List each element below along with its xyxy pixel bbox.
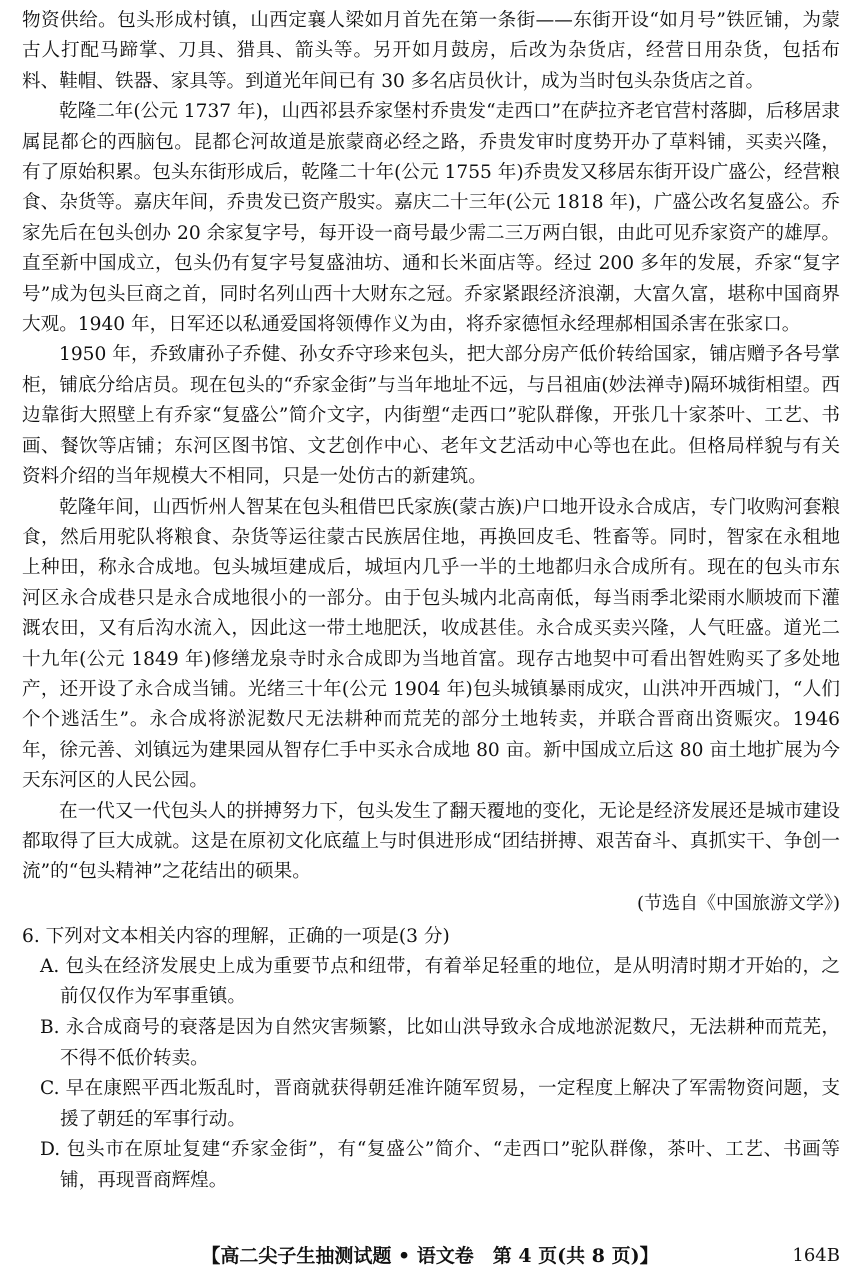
footer-code: 164B — [792, 1245, 840, 1266]
option-d: D. 包头市在原址复建“乔家金街”，有“复盛公”简介、“走西口”驼队群像，茶叶、工艺、书画等铺，再现晋商辉煌。 — [40, 1139, 840, 1191]
page-content — [22, 6, 840, 1197]
passage-paragraph: 乾隆年间，山西忻州人智某在包头租借巴氏家族(蒙古族)户口地开设永合成店，专门收购河套粮食，然后用驼队将粮食、杂货等运往蒙古民族居住地，再换回皮毛、牲畜等。同时，智家在永租地上种田，称永合成地。包头城垣建成后，城垣内几乎一半的土地都归永合成所有。现在的包头市东河区永合成巷只是永合成地很小的一部分。由于包头城内北高南低，每当雨季北梁雨水顺坡而下灌溉农田，又有后沟水流入，因此这一带土地肥沃，收成甚佳。永合成买卖兴隆，人气旺盛。道光二十九年(公元 1849 年)修缮龙泉寺时永合成即为当地首富。现存古地契中可看出智姓购买了多处地产，还开设了永合成当铺。光绪三十年(公元 1904 年)包头城镇暴雨成灾，山洪冲开西城门，“人们个个逃活生”。永合成将淤泥数尺无法耕种而荒芜的部分土地转卖，并联合晋商出资赈灾。1946 年，徐元善、刘镇远为建果园从智存仁手中买永合成地 80 亩。新中国成立后这 80 亩土地扩展为今天东河区的人民公园。 — [22, 496, 840, 792]
option-a: A. 包头在经济发展史上成为重要节点和纽带，有着举足轻重的地位，是从明清时期才开始的，之前仅仅作为军事重镇。 — [40, 955, 840, 1008]
reading-passage — [22, 6, 840, 920]
option-c: C. 早在康熙平西北叛乱时，晋商就获得朝廷准许随军贸易，一定程度上解决了军需物资问题，支援了朝廷的军事行动。 — [40, 1078, 840, 1130]
passage-paragraph: 1950 年，乔致庸孙子乔健、孙女乔守珍来包头，把大部分房产低价转给国家，铺店赠予各号掌柜，铺底分给店员。现在包头的“乔家金街”与当年地址不远，与吕祖庙(妙法禅寺)隔环城街相望。西边靠街大照壁上有乔家“复盛公”简介文字，内街塑“走西口”驼队群像，开张几十家茶叶、工艺、书画、餐饮等店铺；东河区图书馆、文艺创作中心、老年文艺活动中心等也在此。但格局样貌与有关资料介绍的当年规模大不相同，只是一处仿古的新建筑。 — [22, 344, 840, 488]
passage-paragraph: 在一代又一代包头人的拼搏努力下，包头发生了翻天覆地的变化，无论是经济发展还是城市建设都取得了巨大成就。这是在原初文化底蕴上与时俱进形成“团结拼搏、艰苦奋斗、真抓实干、争创一流”的“包头精神”之花结出的硕果。 — [22, 800, 840, 883]
question-6 — [22, 922, 840, 1197]
question-stem: 6. 下列对文本相关内容的理解，正确的一项是(3 分) — [22, 925, 450, 947]
passage-paragraph: 乾隆二年(公元 1737 年)，山西祁县乔家堡村乔贵发“走西口”在萨拉齐老官营村落脚，后移居隶属昆都仑的西脑包。昆都仑河故道是旅蒙商必经之路，乔贵发审时度势开办了草料铺，买卖兴隆，有了原始积累。包头东街形成后，乾隆二十年(公元 1755 年)乔贵发又移居东街开设广盛公，经营粮食、杂货等。嘉庆年间，乔贵发已资产殷实。嘉庆二十三年(公元 1818 年)，广盛公改名复盛公。乔家先后在包头创办 20 余家复字号，每开设一商号最少需二三万两白银，由此可见乔家资产的雄厚。直至新中国成立，包头仍有复字号复盛油坊、通和长米面店等。经过 200 多年的发展，乔家“复字号”成为包头巨商之首，同时名列山西十大财东之冠。乔家紧跟经济浪潮，大富久富，堪称中国商界大观。1940 年，日军还以私通爱国将领傅作义为由，将乔家德恒永经理郝相国杀害在张家口。 — [22, 101, 840, 336]
page-footer — [0, 1238, 860, 1274]
passage-source: (节选自《中国旅游文学》) — [636, 892, 840, 914]
option-b: B. 永合成商号的衰落是因为自然灾害频繁，比如山洪导致永合成地淤泥数尺，无法耕种而荒芜，不得不低价转卖。 — [40, 1016, 840, 1069]
footer-title: 【高二尖子生抽测试题 • 语文卷 第 4 页(共 8 页)】 — [201, 1245, 659, 1267]
passage-paragraph: 物资供给。包头形成村镇，山西定襄人梁如月首先在第一条街——东街开设“如月号”铁匠铺，为蒙古人打配马蹄掌、刀具、猎具、箭头等。另开如月鼓房，后改为杂货店，经营日用杂货，包括布料、鞋帽、铁器、家具等。到道光年间已有 30 多名店员伙计，成为当时包头杂货店之首。 — [22, 10, 840, 92]
